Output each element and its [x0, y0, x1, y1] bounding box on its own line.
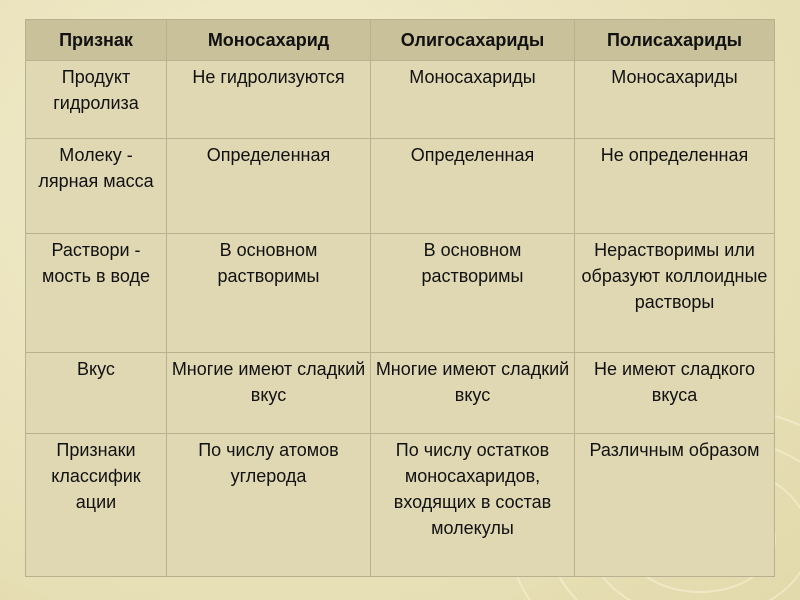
table-row	[26, 434, 775, 577]
table-cell: Нерастворимы или образуют коллоидные растворы	[575, 234, 775, 353]
table-cell: Многие имеют сладкий вкус	[167, 353, 371, 434]
table-row	[26, 139, 775, 234]
table-cell: Моносахариды	[575, 61, 775, 139]
table-cell: Определенная	[371, 139, 575, 234]
table-row	[26, 61, 775, 139]
table-cell: Определенная	[167, 139, 371, 234]
header-cell-polysaccharides: Полисахариды	[575, 20, 775, 61]
table-cell: Молеку - лярная масса	[26, 139, 167, 234]
table-cell: Не имеют сладкого вкуса	[575, 353, 775, 434]
table-cell: По числу остатков моносахаридов, входящих в состав молекулы	[371, 434, 575, 577]
table-cell: Признаки классифик ации	[26, 434, 167, 577]
header-cell-attribute: Признак	[26, 20, 167, 61]
table-cell: Не гидролизуются	[167, 61, 371, 139]
table-cell: Не определенная	[575, 139, 775, 234]
table-cell: По числу атомов углерода	[167, 434, 371, 577]
table-cell: Раствори - мость в воде	[26, 234, 167, 353]
table-cell: Различным образом	[575, 434, 775, 577]
table-cell: Вкус	[26, 353, 167, 434]
header-cell-oligosaccharides: Олигосахариды	[371, 20, 575, 61]
table-cell: В основном растворимы	[371, 234, 575, 353]
table-cell: Многие имеют сладкий вкус	[371, 353, 575, 434]
table-row	[26, 234, 775, 353]
comparison-table	[25, 19, 775, 577]
table-row	[26, 353, 775, 434]
table-cell: Моносахариды	[371, 61, 575, 139]
table-cell: Продукт гидролиза	[26, 61, 167, 139]
table-cell: В основном растворимы	[167, 234, 371, 353]
header-cell-monosaccharide: Моносахарид	[167, 20, 371, 61]
header-row	[26, 20, 775, 61]
